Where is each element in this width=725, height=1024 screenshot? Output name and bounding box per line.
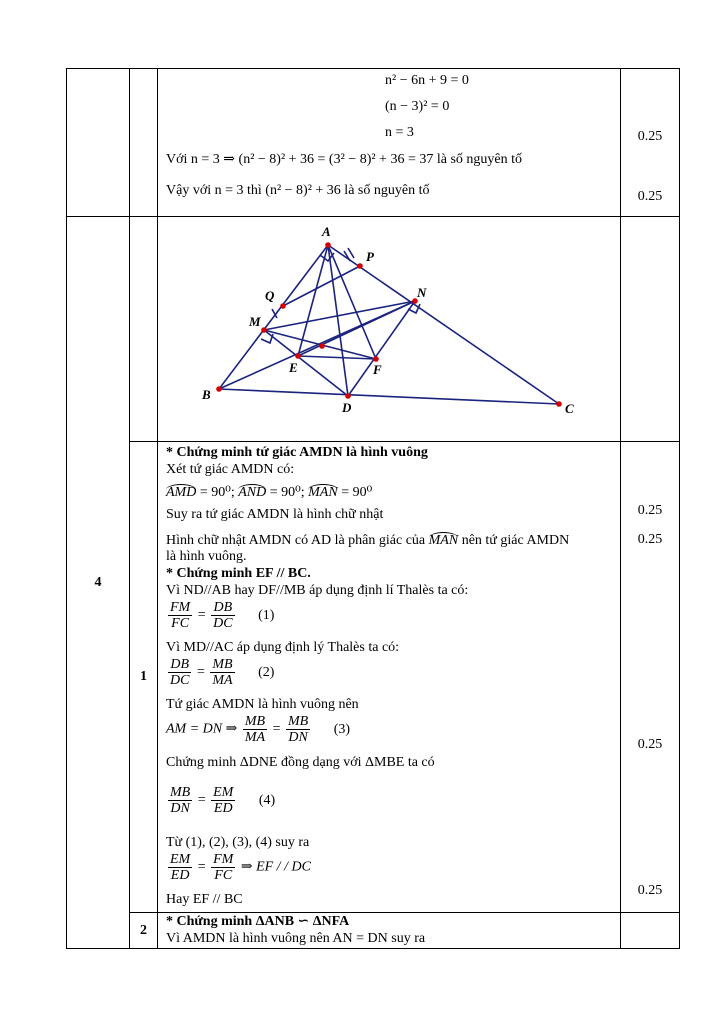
- text-line: Vì MD//AC áp dụng định lý Thalès ta có:: [166, 640, 400, 655]
- cell-part: [130, 69, 158, 217]
- cell-content: [158, 69, 621, 217]
- section-heading: * Chứng minh ΔANB ∽ ΔNFA: [166, 914, 350, 929]
- label-C: C: [565, 401, 574, 416]
- text-line: Từ (1), (2), (3), (4) suy ra: [166, 835, 310, 850]
- part-number: 1: [140, 669, 147, 684]
- cell-score: [621, 217, 680, 442]
- cell-score: [621, 69, 680, 217]
- score: 0.25: [637, 532, 663, 547]
- equation-2: (n − 3)² = 0: [385, 99, 450, 114]
- question-number: 4: [94, 574, 102, 590]
- formula-3: AM = DN ⇒ $\frac{MB}{MA}$ = $\frac{MB}{DN}$ (3): [166, 714, 351, 745]
- section-heading: * Chứng minh tứ giác AMDN là hình vuông: [166, 445, 428, 460]
- text-line: Hình chữ nhật AMDN có AD là phân giác của MAN nên tứ giác AMDN: [166, 533, 570, 548]
- cell-part: [130, 217, 158, 442]
- score: 0.25: [637, 129, 663, 144]
- table-row: [67, 913, 680, 949]
- formula-1: $\frac{FM}{FC}$ = $\frac{DB}{DC}$ (1): [170, 600, 275, 631]
- geometry-figure: [158, 217, 620, 436]
- cell-score: [621, 913, 680, 949]
- label-E: E: [289, 360, 298, 375]
- cell-content: [158, 913, 621, 949]
- cell-part-number: [130, 442, 158, 913]
- formula-4: $\frac{MB}{DN}$ = $\frac{EM}{ED}$ (4): [170, 785, 276, 816]
- cell-content: [158, 442, 621, 913]
- text-line: Tứ giác AMDN là hình vuông nên: [166, 697, 359, 712]
- score: 0.25: [637, 737, 663, 752]
- table-row: [67, 69, 680, 217]
- text-line: Chứng minh ΔDNE đồng dạng với ΔMBE ta có: [166, 755, 435, 770]
- angle-line: AMD = 90⁰; AND = 90⁰; MAN = 90⁰: [166, 485, 373, 500]
- table-row: [67, 442, 680, 913]
- equation-1: n² − 6n + 9 = 0: [385, 73, 469, 88]
- label-N: N: [417, 285, 427, 300]
- conclusion-line-1: Với n = 3 ⇒ (n² − 8)² + 36 = (3² − 8)² + 36 = 37 là số nguyên tố: [166, 152, 522, 167]
- score: 0.25: [637, 189, 663, 204]
- part-number: 2: [140, 922, 147, 938]
- text-line: Hay EF // BC: [166, 892, 243, 907]
- label-F: F: [373, 362, 382, 377]
- score: 0.25: [637, 883, 663, 898]
- table-row: [67, 217, 680, 442]
- score: 0.25: [637, 503, 663, 518]
- section-heading: * Chứng minh EF // BC.: [166, 566, 311, 581]
- text-line: Vì ND//AB hay DF//MB áp dụng định lí Thalès ta có:: [166, 583, 469, 598]
- solution-table: [66, 68, 680, 949]
- equation-3: n = 3: [385, 125, 414, 140]
- conclusion-line-2: Vậy với n = 3 thì (n² − 8)² + 36 là số nguyên tố: [166, 183, 430, 198]
- label-D: D: [342, 400, 352, 415]
- text-line: Suy ra tứ giác AMDN là hình chữ nhật: [166, 507, 384, 522]
- label-A: A: [322, 224, 331, 239]
- label-Q: Q: [265, 288, 275, 303]
- figure-cell: [158, 217, 621, 442]
- label-P: P: [366, 249, 374, 264]
- cell-question-number: [67, 217, 130, 949]
- text-line: là hình vuông.: [166, 549, 247, 564]
- cell-question: [67, 69, 130, 217]
- cell-part-number: [130, 913, 158, 949]
- formula-2: $\frac{DB}{DC}$ = $\frac{MB}{MA}$ (2): [170, 657, 275, 688]
- text-line: Vì AMDN là hình vuông nên AN = DN suy ra: [166, 931, 426, 946]
- cell-score: [621, 442, 680, 913]
- text-line: Xét tứ giác AMDN có:: [166, 462, 295, 477]
- label-M: M: [249, 314, 261, 329]
- label-B: B: [202, 387, 211, 402]
- formula-5: $\frac{EM}{ED}$ = $\frac{FM}{FC}$ ⇒ EF / / DC: [170, 852, 311, 883]
